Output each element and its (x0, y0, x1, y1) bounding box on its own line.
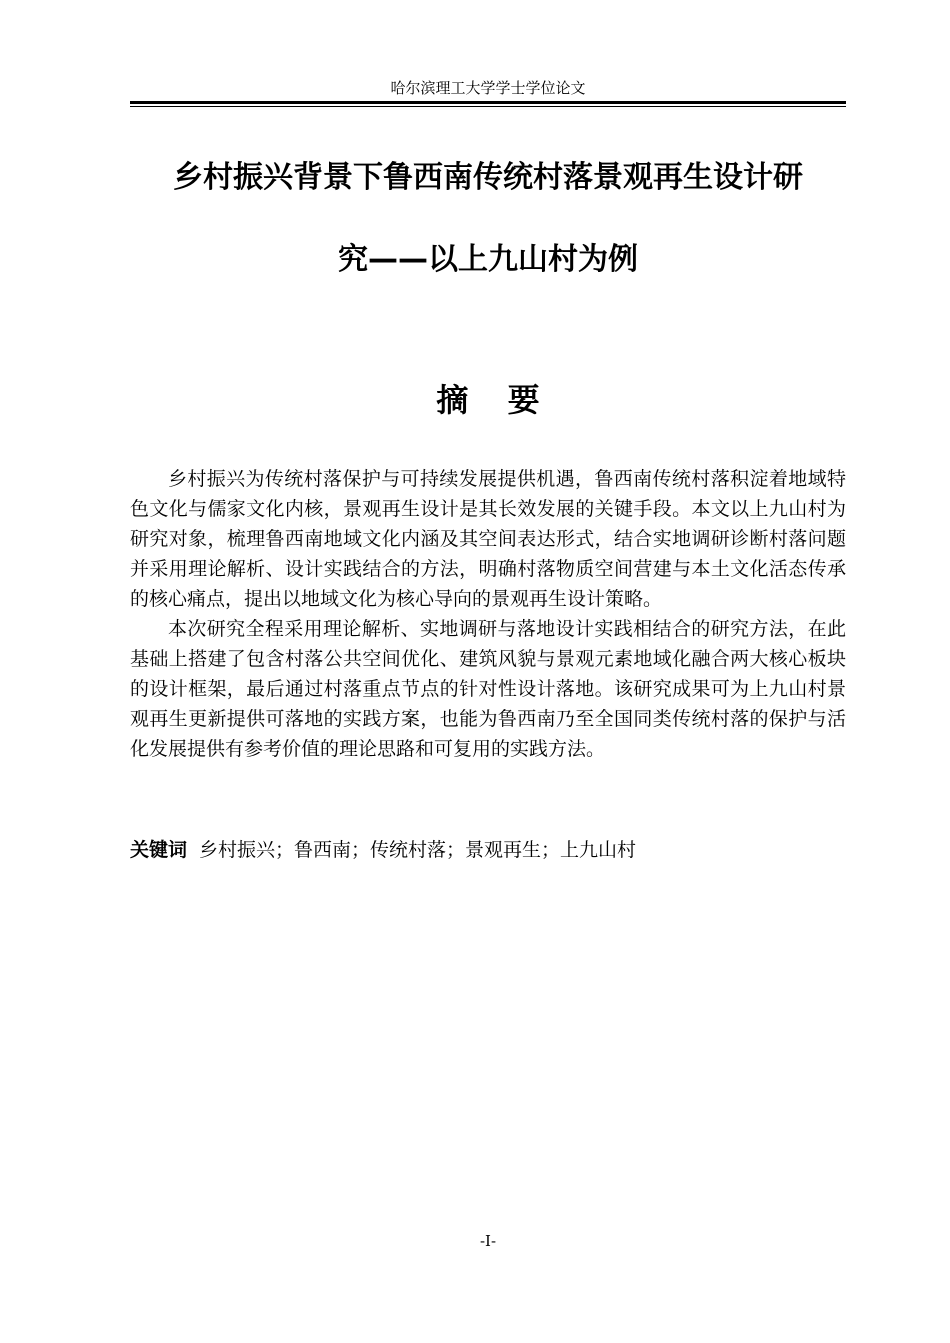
header-rule-thick (130, 101, 846, 104)
abstract-body (130, 464, 846, 764)
keywords-label: 关键词 (130, 839, 188, 861)
thesis-title-line-2: 究——以上九山村为例 (338, 242, 638, 277)
abstract-paragraph-2: 本次研究全程采用理论解析、实地调研与落地设计实践相结合的研究方法，在此基础上搭建了包含村落公共空间优化、建筑风貌与景观元素地域化融合两大核心板块的设计框架，最后通过村落重点节点的针对性设计落地。该研究成果可为上九山村景观再生更新提供可落地的实践方案，也能为鲁西南乃至全国同类传统村落的保护与活化发展提供有参考价值的理论思路和可复用的实践方法。 (130, 618, 846, 760)
page-number: -I- (479, 1232, 497, 1250)
keywords-line (130, 835, 846, 865)
header-rule-thin (130, 106, 846, 107)
header-rule (130, 101, 846, 107)
abstract-paragraph-1: 乡村振兴为传统村落保护与可持续发展提供机遇，鲁西南传统村落积淀着地域特色文化与儒家文化内核，景观再生设计是其长效发展的关键手段。本文以上九山村为研究对象，梳理鲁西南地域文化内涵及其空间表达形式，结合实地调研诊断村落问题并采用理论解析、设计实践结合的方法，明确村落物质空间营建与本土文化活态传承的核心痛点，提出以地域文化为核心导向的景观再生设计策略。 (130, 468, 846, 610)
thesis-title-line-1: 乡村振兴背景下鲁西南传统村落景观再生设计研 (173, 160, 803, 195)
running-header: 哈尔滨理工大学学士学位论文 (390, 79, 586, 97)
abstract-heading: 摘 要 (436, 381, 554, 419)
keywords-text: 乡村振兴；鲁西南；传统村落；景观再生；上九山村 (199, 839, 637, 861)
